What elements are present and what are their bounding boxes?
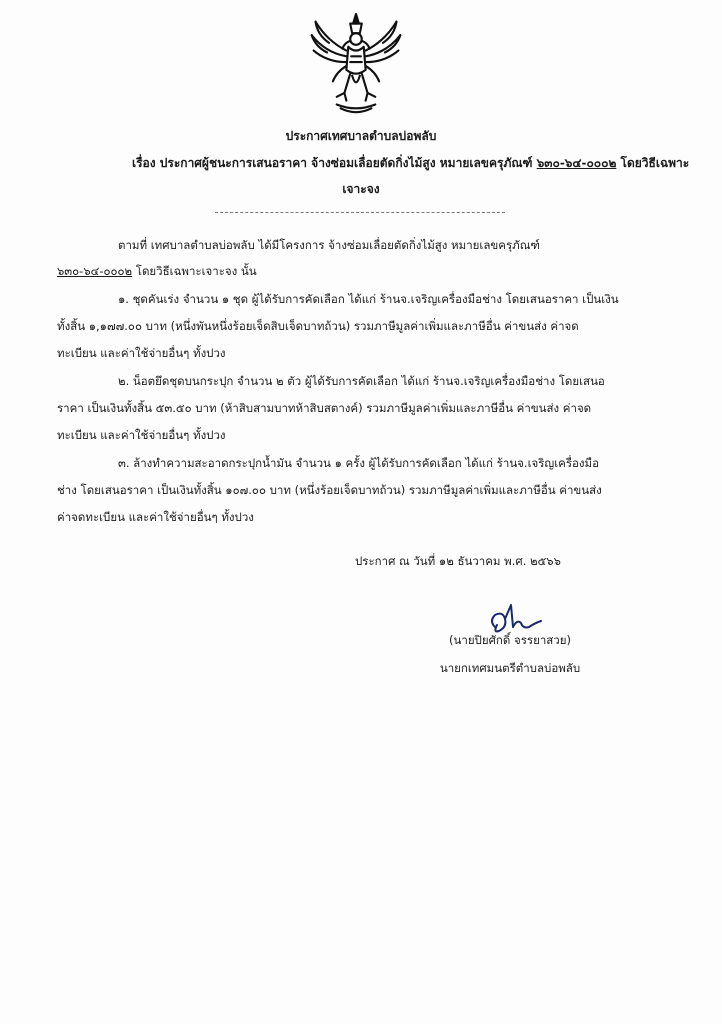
subject-asset-number: ๖๓๐-๖๔-๐๐๐๒ xyxy=(536,156,617,170)
item-3-line-3: ค่าจดทะเบียน และค่าใช้จ่ายอื่นๆ ทั้งปวง xyxy=(57,510,254,524)
item-2-line-3: ทะเบียน และค่าใช้จ่ายอื่นๆ ทั้งปวง xyxy=(57,428,226,442)
signer-name: (นายปิยศักดิ์ จรรยาสวย) xyxy=(449,633,571,647)
subject-line-2: เจาะจง xyxy=(342,182,380,196)
signer-title: นายกเทศมนตรีตำบลบ่อพลับ xyxy=(439,661,581,675)
intro-line-1: ตามที่ เทศบาลตำบลบ่อพลับ ได้มีโครงการ จ้างซ่อมเลื่อยตัดกิ่งไม้สูง หมายเลขครุภัณฑ์ xyxy=(118,238,540,252)
item-2-line-1: ๒. น็อตยึดชุดบนกระปุก จำนวน ๒ ตัว ผู้ได้รับการคัดเลือก ได้แก่ ร้านจ.เจริญเครื่องมือช่าง โดยเสนอ xyxy=(118,374,605,388)
intro-line-2 xyxy=(57,263,257,279)
subject-suffix: โดยวิธีเฉพาะ xyxy=(616,156,690,170)
announcement-date: ประกาศ ณ วันที่ ๑๒ ธันวาคม พ.ศ. ๒๕๖๖ xyxy=(355,554,561,568)
subject-prefix: เรื่อง ประกาศผู้ชนะการเสนอราคา จ้างซ่อมเลื่อยตัดกิ่งไม้สูง หมายเลขครุภัณฑ์ xyxy=(132,156,537,170)
intro-asset-number: ๖๓๐-๖๔-๐๐๐๒ xyxy=(57,264,133,278)
header-divider xyxy=(215,212,505,213)
item-1-line-2: ทั้งสิ้น ๑,๑๗๗.๐๐ บาท (หนึ่งพันหนึ่งร้อยเจ็ดสิบเจ็ดบาทถ้วน) รวมภาษีมูลค่าเพิ่มและภาษีอื่น ค่าขนส่ง ค่าจด xyxy=(57,319,579,333)
org-title: ประกาศเทศบาลตำบลบ่อพลับ xyxy=(285,129,437,143)
item-3-line-1: ๓. ล้างทำความสะอาดกระปุกน้ำมัน จำนวน ๑ ครั้ง ผู้ได้รับการคัดเลือก ได้แก่ ร้านจ.เจริญเครื่องมือ xyxy=(118,456,600,470)
item-3-line-2: ช่าง โดยเสนอราคา เป็นเงินทั้งสิ้น ๑๐๗.๐๐ บาท (หนึ่งร้อยเจ็ดบาทถ้วน) รวมภาษีมูลค่าเพิ่มและภาษีอื่น ค่าขนส่ง xyxy=(57,483,602,497)
garuda-emblem-icon xyxy=(307,12,405,118)
intro-line-2-suffix: โดยวิธีเฉพาะเจาะจง นั้น xyxy=(132,264,257,278)
item-2-line-2: ราคา เป็นเงินทั้งสิ้น ๕๓.๕๐ บาท (ห้าสิบสามบาทห้าสิบสตางค์) รวมภาษีมูลค่าเพิ่มและภาษีอื่น ค่าขนส่ง ค่าจด xyxy=(57,401,592,415)
item-1-line-1: ๑. ชุดคันเร่ง จำนวน ๑ ชุด ผู้ได้รับการคัดเลือก ได้แก่ ร้านจ.เจริญเครื่องมือช่าง โดยเสนอราคา เป็นเงิน xyxy=(118,292,619,306)
subject-line xyxy=(132,155,689,171)
item-1-line-3: ทะเบียน และค่าใช้จ่ายอื่นๆ ทั้งปวง xyxy=(57,346,226,360)
